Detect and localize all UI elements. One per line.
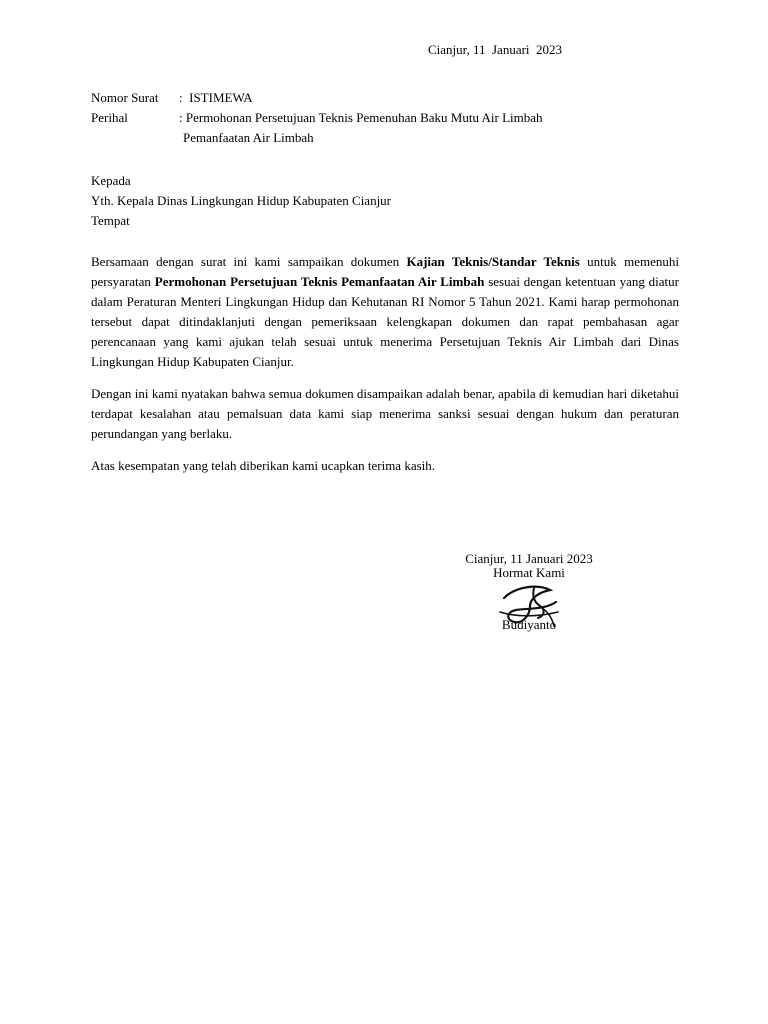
place-date-header: Cianjur, 11 Januari 2023 — [428, 42, 563, 57]
paragraph-1-bold-1: Kajian Teknis/Standar Teknis — [406, 254, 580, 269]
signer-name: Budiyanto — [501, 617, 557, 632]
recipient-block — [91, 171, 391, 231]
nomor-surat-row — [91, 88, 691, 108]
paragraph-1 — [91, 252, 679, 372]
perihal-row — [91, 108, 691, 128]
paragraph-2: Dengan ini kami nyatakan bahwa semua dokumen disampaikan adalah benar, apabila di kemudian hari diketahui terdapat kesalahan atau pemalsuan data kami siap menerima sanksi sesuai dengan hukum dan peraturan perundangan yang berlaku. — [91, 386, 679, 441]
perihal-value-line1: : Permohonan Persetujuan Teknis Pemenuhan Baku Mutu Air Limbah — [179, 110, 543, 125]
perihal-row-2 — [91, 128, 691, 148]
recipient-tempat: Tempat — [91, 213, 130, 228]
nomor-surat-label: Nomor Surat — [91, 90, 159, 105]
paragraph-1-part-2: untuk memenuhi persyaratan — [91, 254, 679, 289]
recipient-kepada: Kepada — [91, 173, 131, 188]
perihal-value-line2: Pemanfaatan Air Limbah — [183, 130, 314, 145]
paragraph-1-bold-2: Permohonan Persetujuan Teknis Pemanfaatan Air Limbah — [154, 274, 485, 289]
paragraph-3: Atas kesempatan yang telah diberikan kami ucapkan terima kasih. — [91, 458, 436, 473]
letter-meta — [91, 88, 691, 148]
paragraph-1-part-3: sesuai dengan ketentuan yang diatur dalam Peraturan Menteri Lingkungan Hidup dan Kehutanan RI Nomor 5 Tahun 2021. Kami harap permohonan tersebut dapat ditindaklanjuti dengan pemeriksaan kelengkapan dokumen dan rapat pembahasan agar perencanaan yang kami ajukan telah sesuai untuk menerima Persetujuan Teknis Air Limbah dari Dinas Lingkungan Hidup Kabupaten Cianjur. — [91, 274, 679, 369]
paragraph-1-part-1: Bersamaan dengan surat ini kami sampaikan dokumen — [91, 254, 407, 269]
perihal-label: Perihal — [91, 110, 128, 125]
letter-body — [91, 252, 679, 488]
closing-place-date: Cianjur, 11 Januari 2023 — [465, 551, 593, 566]
nomor-surat-value: : ISTIMEWA — [179, 90, 253, 105]
signature-block — [446, 552, 612, 632]
closing-hormat: Hormat Kami — [493, 565, 565, 580]
recipient-yth: Yth. Kepala Dinas Lingkungan Hidup Kabupaten Cianjur — [91, 193, 392, 208]
